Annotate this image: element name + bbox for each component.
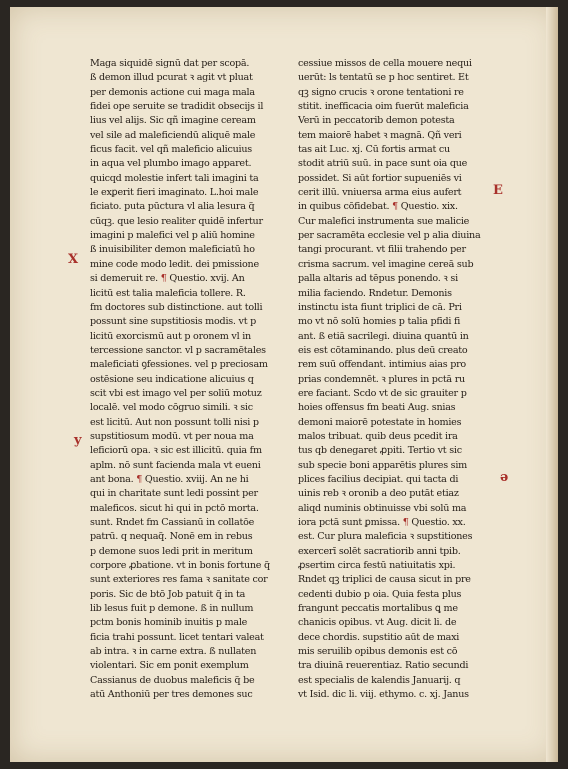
text-line: demoni maiorē potestate in homies: [298, 416, 462, 428]
text-line: mis seruilib opibus demonis est cō: [298, 646, 458, 658]
text-line: Maga siquidē signū dat per scopā.: [90, 58, 250, 69]
margin-mark-right-2: ǝ: [500, 470, 509, 485]
text-line: ficia trahi possunt. licet tentari valeat: [90, 631, 264, 643]
text-line: hoies offensus fm beati Aug. snias: [298, 402, 456, 414]
text-line: frangunt peccatis mortalibus ꝗ me: [298, 603, 458, 615]
text-line: ficiato. puta pūctura vl alia lesura q̃: [90, 201, 255, 213]
margin-mark-right-1: E: [493, 183, 503, 198]
text-line: corpore ꝓbatione. vt in bonis fortune q̃: [90, 560, 270, 572]
rubric-marker: ¶: [402, 517, 412, 528]
text-line: ant bona. ¶ Questio. xviij. An ne hi: [90, 473, 249, 485]
text-line: tra diuinā reuerentiaz. Ratio secundi: [298, 660, 469, 672]
text-line: mo vt nō solū homies p talia pfidi fi: [298, 316, 461, 328]
text-line: plices facilius decipiat. qui tacta di: [298, 473, 459, 485]
text-line: imagini p malefici vel p aliū homine: [90, 230, 255, 242]
text-line: ere faciant. Scdo vt de sic grauiter p: [298, 387, 467, 399]
text-line: fidei ope seruite se tradidit obsecijs il: [90, 101, 264, 113]
text-line: Cur malefici instrumenta sue malicie: [298, 215, 470, 227]
text-line: licitū est talia maleficia tollere. R.: [90, 287, 246, 299]
right-text-column: [298, 57, 513, 702]
text-line: stodit atriū suū. in pace sunt oia que: [298, 158, 468, 170]
text-line: iora pctā sunt ꝑmissa. ¶ Questio. xx.: [298, 517, 466, 528]
text-line: tas ait Luc. xj. Cū fortis armat cu: [298, 144, 450, 156]
text-line: Rndet qꝫ triplici de causa sicut in pre: [298, 574, 471, 586]
text-line: possunt sine supstitiosis modis. vt p: [90, 316, 256, 328]
text-line: uinis reb ꝛ oronib a deo putāt etiaz: [298, 488, 459, 500]
text-line: dece chordis. supstitio aūt de maxi: [298, 631, 460, 643]
text-line: quicqd molestie infert tali imagini ta: [90, 172, 259, 184]
text-line: in aqua vel plumbo imago apparet.: [90, 158, 252, 170]
text-line: Verū in peccatorib demon potesta: [298, 115, 455, 127]
text-line: sunt exteriores res fama ꝛ sanitate cor: [90, 574, 268, 586]
text-line: tangi procurant. vt filii trahendo per: [298, 244, 466, 256]
left-text-column: [90, 57, 305, 702]
text-line: ß inuisibiliter demon maleficiatū ho: [90, 244, 255, 256]
text-line: per sacramēta ecclesie vel p alia diuina: [298, 230, 481, 242]
text-line: ant. ß etiā sacrilegi. diuina quantū in: [298, 330, 469, 342]
text-line: ostēsione seu indicatione alicuius q: [90, 373, 254, 385]
text-line: fm doctores sub distinctione. aut tolli: [90, 301, 263, 313]
text-line: instinctu ista fiunt triplici de cā. Pri: [298, 301, 462, 313]
text-line: lib lesus fuit p demone. ß in nullum: [90, 603, 254, 615]
page-gutter-shadow: [546, 7, 558, 762]
text-line: si demeruit re. ¶ Questio. xvij. An: [90, 273, 245, 285]
rubric-marker: ¶: [160, 273, 170, 285]
text-line: malos tribuat. quib deus pcedit ira: [298, 430, 458, 442]
margin-mark-left-1: X: [68, 252, 79, 267]
text-line: qꝫ signo crucis ꝛ orone tentationi re: [298, 86, 464, 98]
rubric-marker: ¶: [392, 201, 401, 213]
text-line: atū Anthoniū per tres demones suc: [90, 689, 253, 701]
text-line: Cassianus de duobus maleficis q̃ be: [90, 674, 255, 686]
text-line: rem suū offendant. intimius aias pro: [298, 359, 466, 371]
text-line: possidet. Si aūt fortior supueniēs vi: [298, 172, 462, 184]
text-line: prias condemnēt. ꝛ plures in pctā ru: [298, 373, 465, 385]
text-line: scit vbi est imago vel per soliū motuz: [90, 387, 262, 399]
text-line: est. Cur plura maleficia ꝛ supstitiones: [298, 531, 473, 543]
text-line: tus qb denegaret ꝓpiti. Tertio vt sic: [298, 445, 462, 457]
text-line: aplm. nō sunt facienda mala vt eueni: [90, 459, 261, 471]
text-line: leficiorū opa. ꝛ sic est illicitū. quia fm: [90, 445, 262, 457]
text-line: eis est cōtaminando. plus deū creato: [298, 344, 468, 356]
text-line: est licitū. Aut non possunt tolli nisi p: [90, 416, 259, 428]
text-line: aliqd numinis obtinuisse vbi solū ma: [298, 502, 467, 514]
text-line: localē. vel modo cōgruo simili. ꝛ sic: [90, 402, 253, 414]
text-line: lius vel alijs. Sic qñ imagine ceream: [90, 115, 256, 127]
text-line: tem maiorē habet ꝛ magnā. Qñ veri: [298, 129, 462, 141]
text-line: supstitiosum modū. vt per noua ma: [90, 430, 254, 442]
text-line: sub specie boni apparētis plures sim: [298, 459, 468, 471]
text-line: in quibus cōfidebat. ¶ Questio. xix.: [298, 201, 458, 213]
text-line: uerūt: ls tentatū se p hoc sentiret. Et: [298, 72, 469, 84]
text-line: palla altaris ad tēpus ponendo. ꝛ si: [298, 273, 458, 285]
text-line: cerit illū. vniuersa arma eius aufert: [298, 187, 462, 199]
text-line: licitū exorcismū aut p oronem vl in: [90, 330, 251, 342]
text-line: crisma sacrum. vel imagine cereā sub: [298, 258, 474, 270]
text-line: patrū. q nequaq̃. Nonē em in rebus: [90, 531, 253, 543]
text-line: violentari. Sic em ponit exemplum: [90, 660, 249, 672]
text-line: tercessione sanctor. vl p sacramētales: [90, 344, 266, 356]
text-line: le exꝑerit fieri imaginato. L.hoi male: [90, 187, 259, 199]
text-line: per demonis actione cui maga mala: [90, 86, 255, 98]
text-line: exercerī solēt sacratiorib anni tpib.: [298, 545, 461, 557]
text-line: vel sile ad maleficiendū aliquē male: [90, 129, 256, 141]
text-line: cedenti dubio p oia. Quia festa plus: [298, 588, 462, 600]
text-line: pctm bonis hominib inuitis p male: [90, 617, 248, 629]
text-line: p demone suos ledi prit in meritum: [90, 545, 253, 557]
book-page: [10, 7, 558, 762]
text-line: mine code modo ledit. dei pmissione: [90, 258, 259, 270]
text-line: est specialis de kalendis Januarij. q: [298, 674, 461, 686]
text-line: ß demon illud pcurat ꝛ agit vt pluat: [90, 72, 253, 84]
text-line: vt Isid. dic li. viij. ethymo. c. xj. Janus: [298, 689, 469, 701]
margin-mark-left-2: y: [74, 433, 82, 448]
text-line: sunt. Rndet fm Cassianū in collatōe: [90, 517, 255, 528]
text-line: maleficiati ꝯfessiones. vel p preciosam: [90, 359, 268, 371]
text-line: chanicis opibus. vt Aug. dicit li. de: [298, 617, 457, 629]
text-line: stitit. inefficacia oim fuerūt maleficia: [298, 101, 469, 113]
text-line: poris. Sic de btō Job patuit q̃ in ta: [90, 588, 246, 600]
rubric-marker: ¶: [136, 473, 145, 485]
text-line: qui in charitate sunt ledi possint per: [90, 488, 258, 500]
text-line: ꝓsertim circa festū natiuitatis xpi.: [298, 560, 456, 572]
text-line: cessiue missos de cella mouere nequi: [298, 58, 472, 69]
text-line: maleficos. sicut hi qui in pctō morta.: [90, 502, 259, 514]
text-line: cūqꝫ. que lesio realiter quidē infertur: [90, 215, 263, 227]
text-line: ab intra. ꝛ in carne extra. ß nullaten: [90, 646, 257, 658]
text-line: milia faciendo. Rndetur. Demonis: [298, 287, 452, 299]
text-line: ficus facit. vel qñ maleficio alicuius: [90, 144, 252, 156]
